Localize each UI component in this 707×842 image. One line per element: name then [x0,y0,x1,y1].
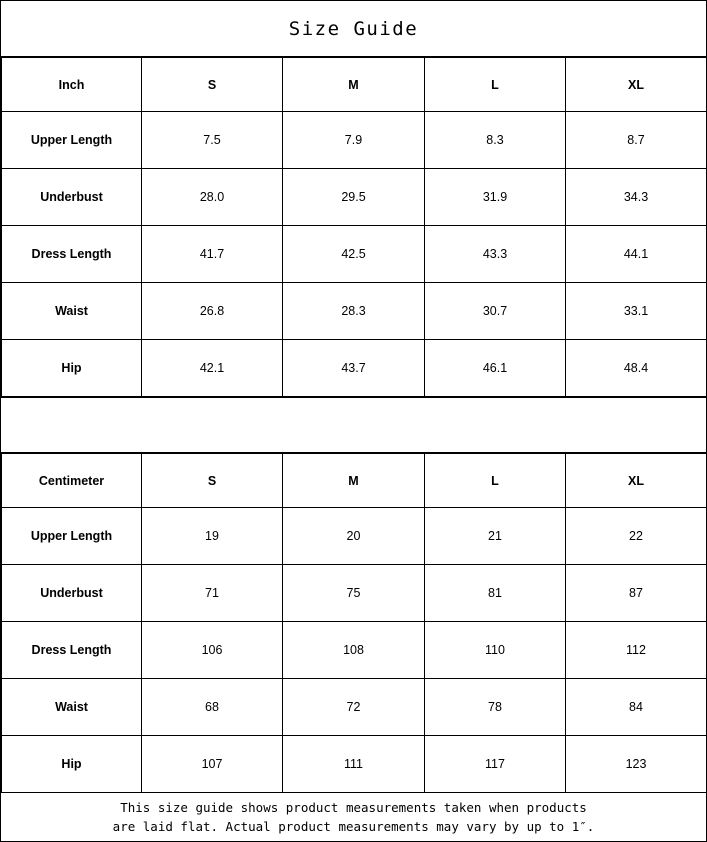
cell-hip-s: 107 [142,736,283,793]
cell-hip-m: 43.7 [283,340,425,397]
cell-waist-s: 26.8 [142,283,283,340]
size-header-s: S [142,58,283,112]
cell-dress-length-m: 42.5 [283,226,425,283]
row-label-upper-length: Upper Length [2,508,142,565]
cell-dress-length-xl: 44.1 [566,226,707,283]
centimeter-size-table [1,453,707,793]
table-row [2,112,707,169]
size-header-xl: XL [566,454,707,508]
row-label-underbust: Underbust [2,565,142,622]
size-header-l: L [425,454,566,508]
row-label-hip: Hip [2,736,142,793]
cell-waist-xl: 84 [566,679,707,736]
size-header-m: M [283,58,425,112]
table-row [2,565,707,622]
footer-line-2: are laid flat. Actual product measurements may vary by up to 1″. [112,819,595,834]
table-row [2,340,707,397]
row-label-waist: Waist [2,283,142,340]
cell-underbust-m: 75 [283,565,425,622]
cell-dress-length-s: 41.7 [142,226,283,283]
row-label-waist: Waist [2,679,142,736]
cell-underbust-l: 31.9 [425,169,566,226]
cell-upper-length-m: 20 [283,508,425,565]
footer-line-1: This size guide shows product measurements taken when products [120,800,587,815]
cell-hip-s: 42.1 [142,340,283,397]
cell-waist-l: 30.7 [425,283,566,340]
size-header-m: M [283,454,425,508]
cell-upper-length-xl: 8.7 [566,112,707,169]
row-label-upper-length: Upper Length [2,112,142,169]
unit-label-inch: Inch [2,58,142,112]
table-row [2,226,707,283]
table-row [2,508,707,565]
table-header-row [2,58,707,112]
cell-waist-m: 28.3 [283,283,425,340]
cell-upper-length-m: 7.9 [283,112,425,169]
cell-hip-l: 46.1 [425,340,566,397]
table-row [2,679,707,736]
cell-dress-length-xl: 112 [566,622,707,679]
cell-dress-length-m: 108 [283,622,425,679]
cell-underbust-l: 81 [425,565,566,622]
cell-underbust-xl: 34.3 [566,169,707,226]
size-header-s: S [142,454,283,508]
table-row [2,622,707,679]
cell-underbust-xl: 87 [566,565,707,622]
cell-upper-length-l: 8.3 [425,112,566,169]
cell-waist-l: 78 [425,679,566,736]
cell-underbust-s: 28.0 [142,169,283,226]
cell-upper-length-l: 21 [425,508,566,565]
cell-hip-xl: 48.4 [566,340,707,397]
cell-hip-xl: 123 [566,736,707,793]
inch-size-table [1,57,707,397]
cell-upper-length-s: 19 [142,508,283,565]
cell-underbust-m: 29.5 [283,169,425,226]
table-row [2,736,707,793]
table-row [2,283,707,340]
cell-waist-m: 72 [283,679,425,736]
table-header-row [2,454,707,508]
size-header-xl: XL [566,58,707,112]
footer-note [1,793,706,841]
cell-upper-length-xl: 22 [566,508,707,565]
cell-hip-l: 117 [425,736,566,793]
page-title: Size Guide [1,1,706,57]
row-label-hip: Hip [2,340,142,397]
row-label-underbust: Underbust [2,169,142,226]
cell-dress-length-l: 43.3 [425,226,566,283]
cell-dress-length-s: 106 [142,622,283,679]
cell-waist-xl: 33.1 [566,283,707,340]
unit-label-centimeter: Centimeter [2,454,142,508]
row-label-dress-length: Dress Length [2,226,142,283]
table-separator [1,397,706,453]
size-header-l: L [425,58,566,112]
table-row [2,169,707,226]
cell-underbust-s: 71 [142,565,283,622]
row-label-dress-length: Dress Length [2,622,142,679]
cell-upper-length-s: 7.5 [142,112,283,169]
cell-hip-m: 111 [283,736,425,793]
cell-waist-s: 68 [142,679,283,736]
cell-dress-length-l: 110 [425,622,566,679]
